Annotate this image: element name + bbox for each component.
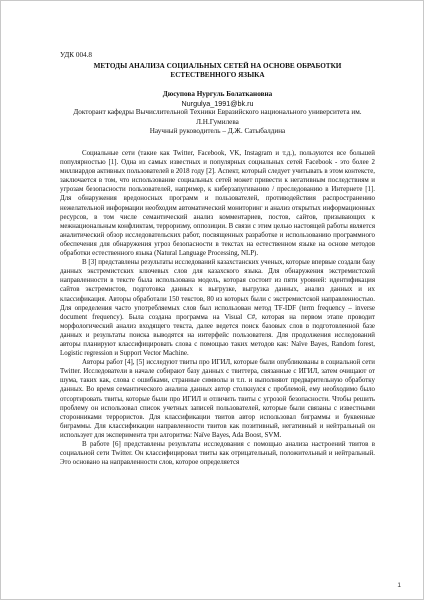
body-paragraph-1: Социальные сети (такие как Twitter, Facebook, VK, Instagram и т.д.), пользуются все большей популярностью [1]. Одна из самых известных и популярных социальных сетей Facebook - это более 2 миллиардов активных пользователей в 2018 году [2]. Аспект, который следует учитывать в этом контексте, заключается в том, что использование социальных сетей может привести к негативным последствиям и угрозам безопасности пользователей, например, к киберзапугиванию / преследованию в Интернете [1]. Для обнаружения вредоносных программ и пользователей, противодействия распространению нежелательной информации необходим автоматический мониторинг и анализ открытых информационных ресурсов, в том числе семантический анализ комментариев, постов, сайтов, призывающих к межнациональным конфликтам, терроризму, оппозиции. В связи с этим целью настоящей работы является аналитический обзор исследовательских работ, посвященных разработке и использованию программного обеспечения для обнаружения угроз безопасности в текстах на естественном языке на основе методов обработки естественного языка (Natural Language Processing, NLP). <box>60 150 375 258</box>
author-name: Дюсупова Нургуль Болаткановна <box>162 90 273 98</box>
author-supervisor: Научный руководитель – Д.Ж. Сатыбалдина <box>149 126 286 135</box>
body-paragraph-3: Авторы работ [4], [5] исследуют твиты про ИГИЛ, которые были опубликованы в социальной сети Twitter. Исследователи в начале собирают базу данных с твиттера, связанные с ИГИЛ, затем очищают от шума, таких как, слова с ошибками, странные символы и т.п. и выполняют предварительную обработку данных. Во время семантического анализа данных автор столкнулся с проблемой, ему необходимо было отсортировать твиты, которые были про ИГИЛ и отличить твиты с угрозой безопасности. Чтобы решить проблему он использовал список учетных записей пользователей, которые были связаны с известными сторонниками террористов. Для классификации твитов автор использовал биграммы и буквенные биграммы. Для классификации направленности твитов как позитивный, негативный и нейтральный он использует для эксперимента три алгоритма: Naïve Bayes, Ada Boost, SVM. <box>60 359 375 439</box>
author-email: Nurgulya_1991@bk.ru <box>181 99 254 109</box>
page-content <box>60 51 375 467</box>
paper-title: МЕТОДЫ АНАЛИЗА СОЦИАЛЬНЫХ СЕТЕЙ НА ОСНОВЕ ОБРАБОТКИ ЕСТЕСТВЕННОГО ЯЗЫКА <box>93 62 342 79</box>
author-affiliation: Докторант кафедры Вычислительной Техники Евразийского национального университета им. Л.Н.Гумилева <box>73 108 362 126</box>
body-paragraph-2: В [3] представлены результаты исследований казахстанских ученых, которые впервые создали базу данных экстремистских ключевых слов для казахского языка. Для обнаружения экстремистской направленности в тексте была использована модель, которая состоит из пяти уровней: идентификация сайтов экстремистов, подготовка данных к выгрузке, выгрузка данных, анализ данных и их классификация. Авторы обработали 150 текстов, 80 из которых были с экстремистской направленностью. Для определения часто употребляемых слов был использован метод TF-IDF (term frequency – inverse document frequency). Была создана программа на Visual C#, которая на первом этапе проводит морфологический анализ входящего текста, далее ведется поиск базовых слов в подготовленной базе данных и результаты поиска выводятся на интерфейс пользователя. Для продолжения исследований авторы планируют классифицировать слова с помощью таких методов как: Naïve Bayes, Random forest, Logistic regression и Support Vector Machine. <box>60 259 375 358</box>
author-block <box>60 90 375 136</box>
udk-code: УДК 004.8 <box>60 51 93 59</box>
body-paragraph-4: В работе [6] представлены результаты исследования с помощью анализа настроений твитов в социальной сети Twitter. Он классифицировал твиты как отрицательный, положительный и нейтральный. Это основано на направленности слов, которое определяется <box>60 441 375 467</box>
page-number: 1 <box>397 582 401 589</box>
